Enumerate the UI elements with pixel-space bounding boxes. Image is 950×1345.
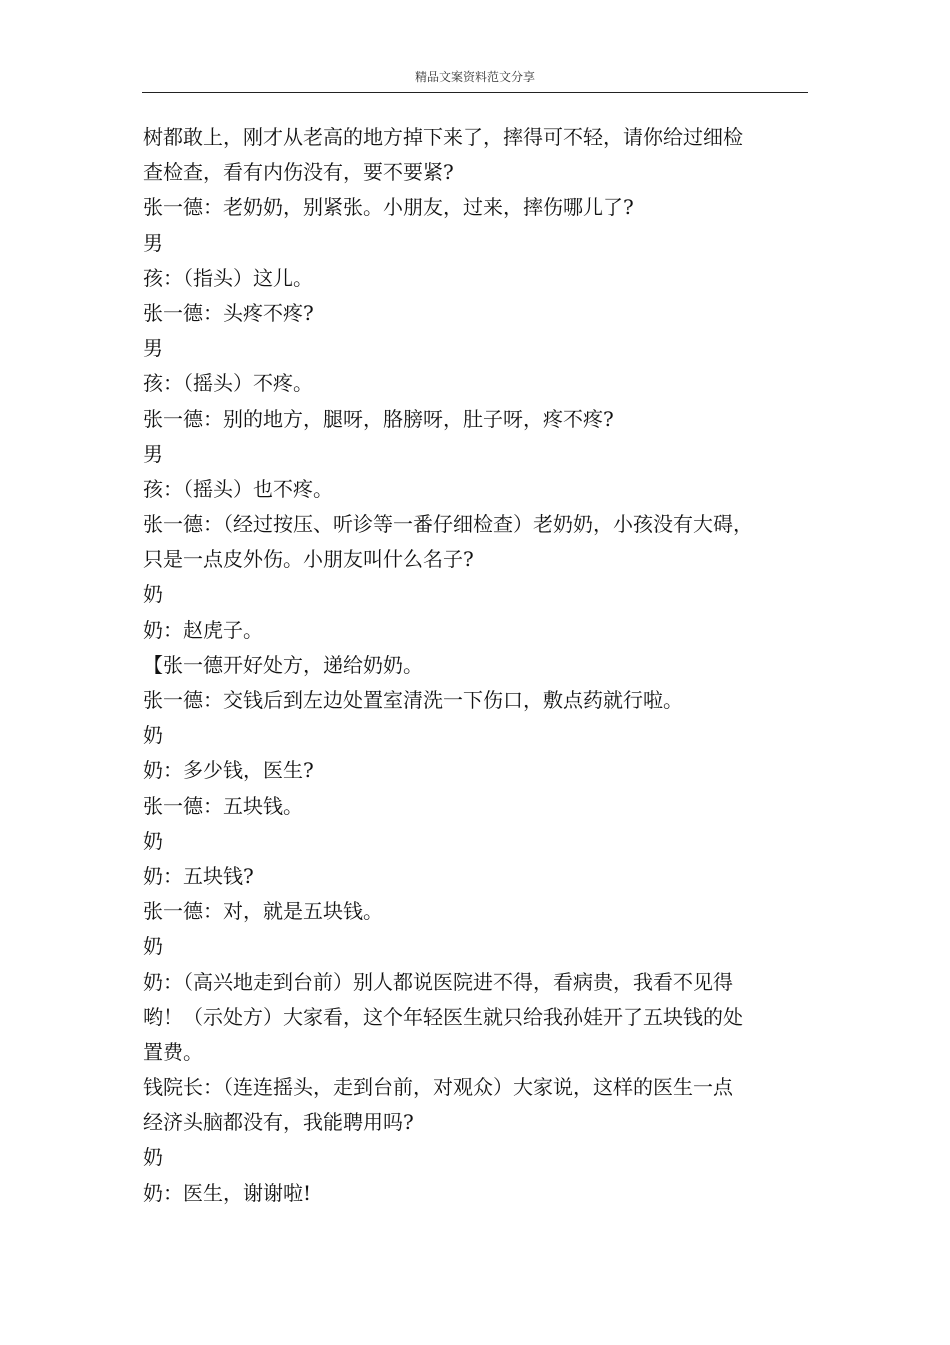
text-line: 经济头脑都没有，我能聘用吗? (143, 1110, 414, 1135)
text-line: 【张一德开好处方，递给奶奶。 (143, 652, 423, 677)
text-line: 奶：多少钱，医生? (143, 758, 314, 783)
text-line: 孩：（摇头）也不疼。 (143, 476, 333, 501)
text-line: 奶：赵虎子。 (143, 617, 263, 642)
text-line: 男 (143, 336, 163, 361)
text-line: 孩：（摇头）不疼。 (143, 371, 313, 396)
text-line: 奶 (143, 934, 163, 959)
text-line: 奶 (143, 582, 163, 607)
text-line: 张一德：五块钱。 (143, 793, 303, 818)
text-line: 哟！（示处方）大家看，这个年轻医生就只给我孙娃开了五块钱的处 (143, 1004, 743, 1029)
text-line: 张一德：老奶奶，别紧张。小朋友，过来，摔伤哪儿了? (143, 195, 634, 220)
header-title: 精品文案资料范文分享 (414, 70, 535, 84)
text-line: 张一德：交钱后到左边处置室清洗一下伤口，敷点药就行啦。 (143, 688, 683, 712)
text-line: 奶 (143, 723, 163, 748)
text-line: 张一德：（经过按压、听诊等一番仔细检查）老奶奶，小孩没有大碍， (143, 512, 753, 537)
text-line: 置费。 (143, 1039, 203, 1064)
text-line: 钱院长：（连连摇头，走到台前，对观众）大家说，这样的医生一点 (143, 1075, 733, 1100)
text-line: 树都敢上，刚才从老高的地方掉下来了，摔得可不轻，请你给过细检 (143, 125, 743, 149)
text-line: 孩：（指头）这儿。 (143, 265, 313, 290)
text-line: 男 (143, 230, 163, 255)
document-body (143, 120, 803, 1211)
text-line: 奶：五块钱? (143, 863, 254, 888)
text-line: 张一德：别的地方，腿呀，胳膀呀，肚子呀，疼不疼? (143, 406, 614, 431)
page-header (142, 62, 808, 93)
text-line: 查检查，看有内伤没有，要不要紧? (143, 160, 454, 185)
text-line: 只是一点皮外伤。小朋友叫什么名子? (143, 547, 474, 572)
text-line: 张一德：对，就是五块钱。 (143, 899, 383, 924)
text-line: 张一德：头疼不疼? (143, 300, 314, 325)
text-line: 奶：医生，谢谢啦! (143, 1180, 312, 1205)
text-line: 奶 (143, 828, 163, 853)
text-line: 男 (143, 441, 163, 466)
text-line: 奶 (143, 1145, 163, 1170)
text-line: 奶：（高兴地走到台前）别人都说医院进不得，看病贵，我看不见得 (143, 969, 733, 994)
